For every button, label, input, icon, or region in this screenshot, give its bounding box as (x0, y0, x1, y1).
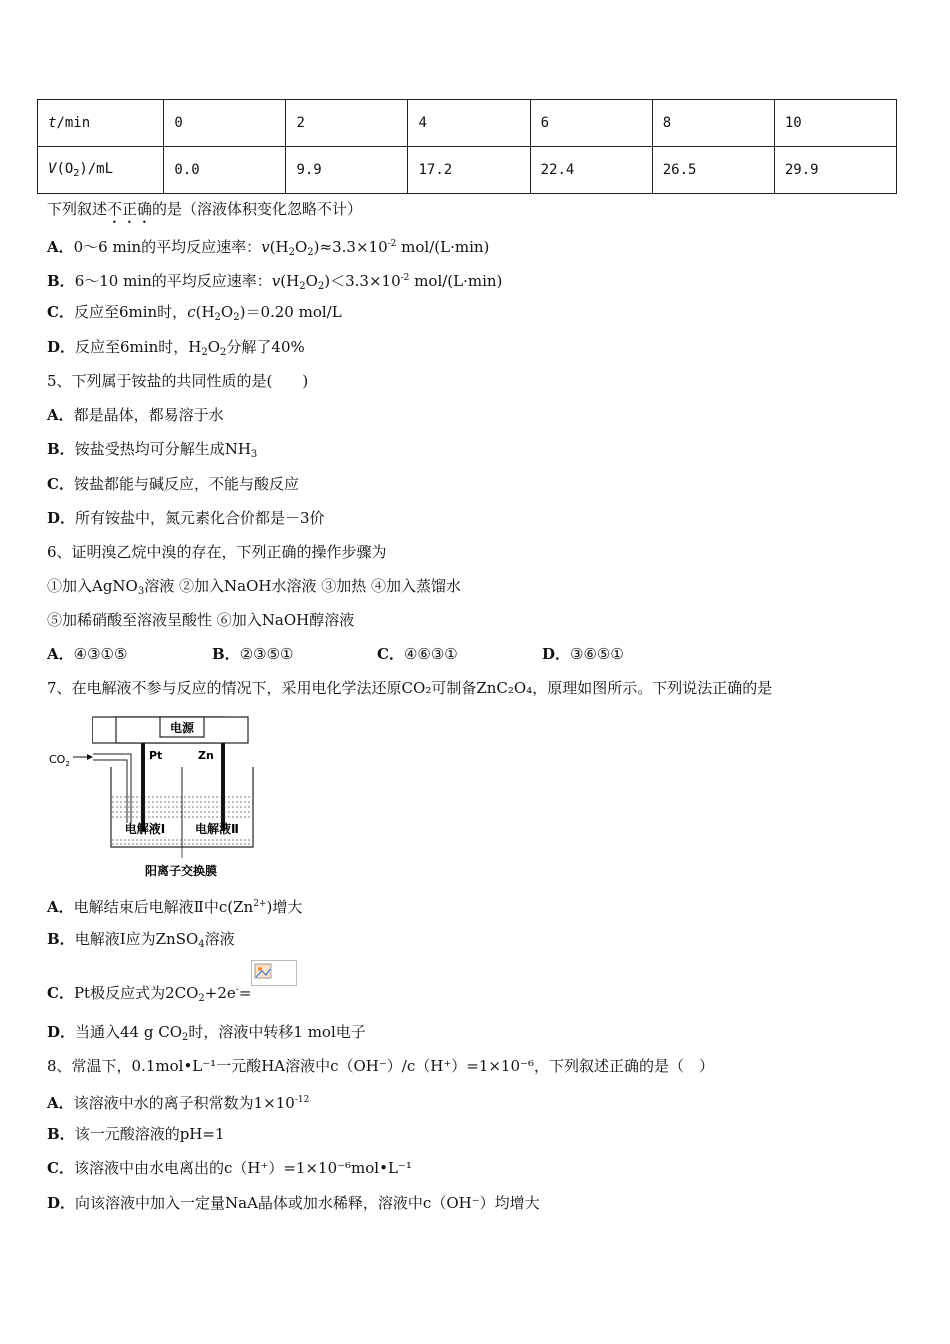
q5-option-c: C．铵盐都能与碱反应，不能与酸反应 (47, 475, 299, 493)
q6-option-d: D．③⑥⑤① (542, 645, 624, 663)
electrolysis-diagram (45, 713, 265, 883)
q8-option-d: D．向该溶液中加入一定量NaA晶体或加水稀释，溶液中c（OH⁻）均增大 (47, 1194, 540, 1212)
q5-option-a: A．都是晶体，都易溶于水 (47, 406, 224, 424)
q7-option-c: C．Pt极反应式为$2CO_2+2e^-=$ (47, 974, 297, 1009)
q6-options (47, 644, 624, 664)
q8-option-c: C．该溶液中由水电离出的c（H⁺）=1×10⁻⁶mol•L⁻¹ (47, 1159, 412, 1177)
q6-option-b: B．②③⑤① (212, 645, 294, 663)
co2-label: $CO_2$ (49, 753, 70, 768)
table-row (38, 147, 897, 194)
table-cell: 26.5 (652, 147, 774, 194)
q7-option-b: B．电解液Ⅰ应为ZnSO$_4$溶液 (47, 930, 235, 950)
table-cell: t/min (38, 100, 164, 147)
q4-option-d: D．反应至6min时，$H_2O_2$分解了40% (47, 338, 305, 358)
electrolyte-1-label: 电解液Ⅰ (124, 822, 166, 836)
q6-steps-line2: ⑤加稀硝酸至溶液呈酸性 ⑥加入NaOH醇溶液 (47, 611, 355, 629)
table-cell: 29.9 (774, 147, 896, 194)
zn-label: Zn (198, 749, 214, 762)
table-cell: 0.0 (164, 147, 286, 194)
q6-stem: 6、证明溴乙烷中溴的存在，下列正确的操作步骤为 (47, 543, 387, 561)
membrane-label: 阳离子交换膜 (144, 864, 218, 878)
pt-label: Pt (149, 749, 163, 762)
q8-option-a: A．该溶液中水的离子积常数为$1\times 10^{-12}$ (47, 1094, 310, 1112)
table-cell: 2 (286, 100, 408, 147)
gas-tube (93, 754, 131, 823)
table-cell: 9.9 (286, 147, 408, 194)
q5-option-b: B．铵盐受热均可分解生成$NH_3$ (47, 440, 258, 460)
power-label: 电源 (169, 721, 195, 735)
table-cell: 17.2 (408, 147, 530, 194)
table-cell: 0 (164, 100, 286, 147)
q4-stem: 下列叙述不正确的是（溶液体积变化忽略不计） (47, 200, 363, 218)
q5-option-d: D．所有铵盐中，氮元素化合价都是－3价 (47, 509, 325, 527)
q8-stem: 8、常温下，0.1mol•L⁻¹一元酸HA溶液中c（OH⁻）/c（H⁺）=1×10⁻⁶，下列叙述正确的是（ ） (47, 1057, 714, 1075)
table-cell: 22.4 (530, 147, 652, 194)
q5-stem: 5、下列属于铵盐的共同性质的是( ) (47, 372, 309, 390)
broken-image-icon (251, 960, 297, 986)
table-cell: 10 (774, 100, 896, 147)
q4-option-a: A．0～6 min的平均反应速率：$v(H_2O_2)\approx 3.3\times 10^{-2}$ mol/(L·min) (47, 238, 490, 258)
q4-option-b: B．6～10 min的平均反应速率：$v(H_2O_2)<3.3\times 10^{-2}$ mol/(L·min) (47, 272, 503, 292)
data-table (37, 99, 897, 194)
q8-option-b: B．该一元酸溶液的pH=1 (47, 1125, 225, 1143)
table-cell: 8 (652, 100, 774, 147)
q4-option-c: C．反应至6min时，$c(H_2O_2)=0.20$ mol/L (47, 303, 342, 323)
table-cell: 4 (408, 100, 530, 147)
q6-steps-line1: ①加入AgNO$_3$溶液 ②加入NaOH水溶液 ③加热 ④加入蒸馏水 (47, 577, 461, 597)
q6-option-c: C．④⑥③① (377, 645, 458, 663)
co2-arrowhead (87, 754, 93, 760)
q7-option-a: A．电解结束后电解液Ⅱ中$c(Zn^{2+})$增大 (47, 898, 303, 916)
q7-option-d: D．当通入44 g $CO_2$时，溶液中转移1 mol电子 (47, 1023, 366, 1043)
table-cell: $V(O_2)/mL$ (38, 147, 164, 194)
emphasis-text: 不正确 (107, 200, 153, 218)
table-cell: 6 (530, 100, 652, 147)
q6-option-a: A．④③①⑤ (47, 645, 128, 663)
table-header-row (38, 100, 897, 147)
q7-stem: 7、在电解液不参与反应的情况下，采用电化学法还原CO₂可制备ZnC₂O₄，原理如图所示。下列说法正确的是 (47, 679, 773, 697)
electrolyte-2-label: 电解液Ⅱ (195, 822, 239, 836)
